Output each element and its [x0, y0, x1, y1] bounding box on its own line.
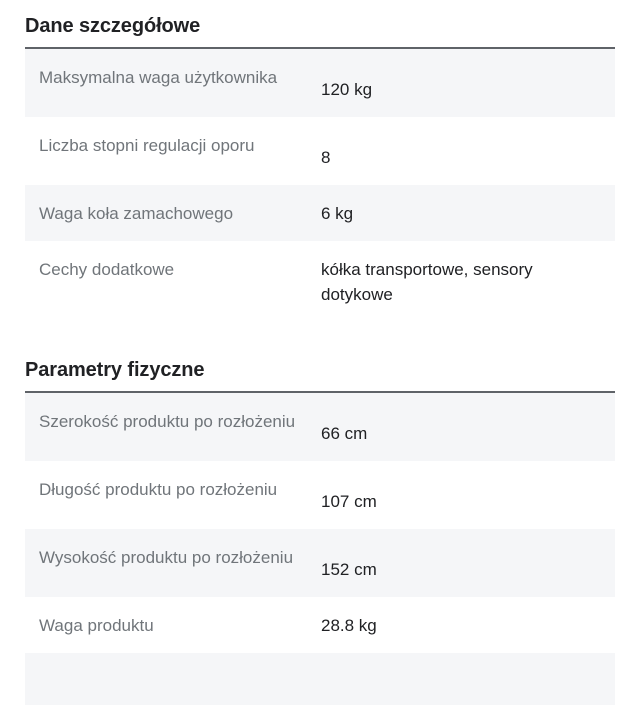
table-row: [25, 597, 615, 653]
section-spacer: [25, 322, 615, 344]
spec-value: 120 kg: [321, 80, 373, 99]
spec-label: Waga koła zamachowego: [39, 204, 234, 223]
spec-label: Maksymalna waga użytkownika: [39, 68, 278, 87]
spec-label: Liczba stopni regulacji oporu: [39, 136, 255, 155]
spec-label: Szerokość produktu po rozłożeniu: [39, 412, 296, 431]
section-title: Dane szczegółowe: [25, 15, 201, 37]
spec-value: kółka transportowe, sensory dotykowe: [321, 260, 533, 304]
table-row: [25, 241, 615, 322]
table-row: [25, 393, 615, 461]
table-row: [25, 461, 615, 529]
spec-table: [25, 49, 615, 322]
spec-value: 66 cm: [321, 424, 368, 443]
spec-table: [25, 393, 615, 705]
spec-label: Długość produktu po rozłożeniu: [39, 480, 278, 499]
spec-label: Wysokość produktu po rozłożeniu: [39, 548, 294, 567]
table-row-partial: [25, 653, 615, 705]
spec-value: 8: [321, 148, 331, 167]
spec-value: 152 cm: [321, 560, 377, 579]
table-row: [25, 49, 615, 117]
spec-value: 6 kg: [321, 204, 354, 223]
spec-value: 28.8 kg: [321, 616, 377, 635]
section-parametry-fizyczne: [25, 344, 615, 705]
table-row: [25, 185, 615, 241]
section-title: Parametry fizyczne: [25, 359, 205, 381]
table-row: [25, 117, 615, 185]
spec-label: Waga produktu: [39, 616, 154, 635]
spec-value: 107 cm: [321, 492, 377, 511]
section-dane-szczegolowe: [25, 0, 615, 322]
table-row: [25, 529, 615, 597]
spec-label: Cechy dodatkowe: [39, 260, 175, 279]
